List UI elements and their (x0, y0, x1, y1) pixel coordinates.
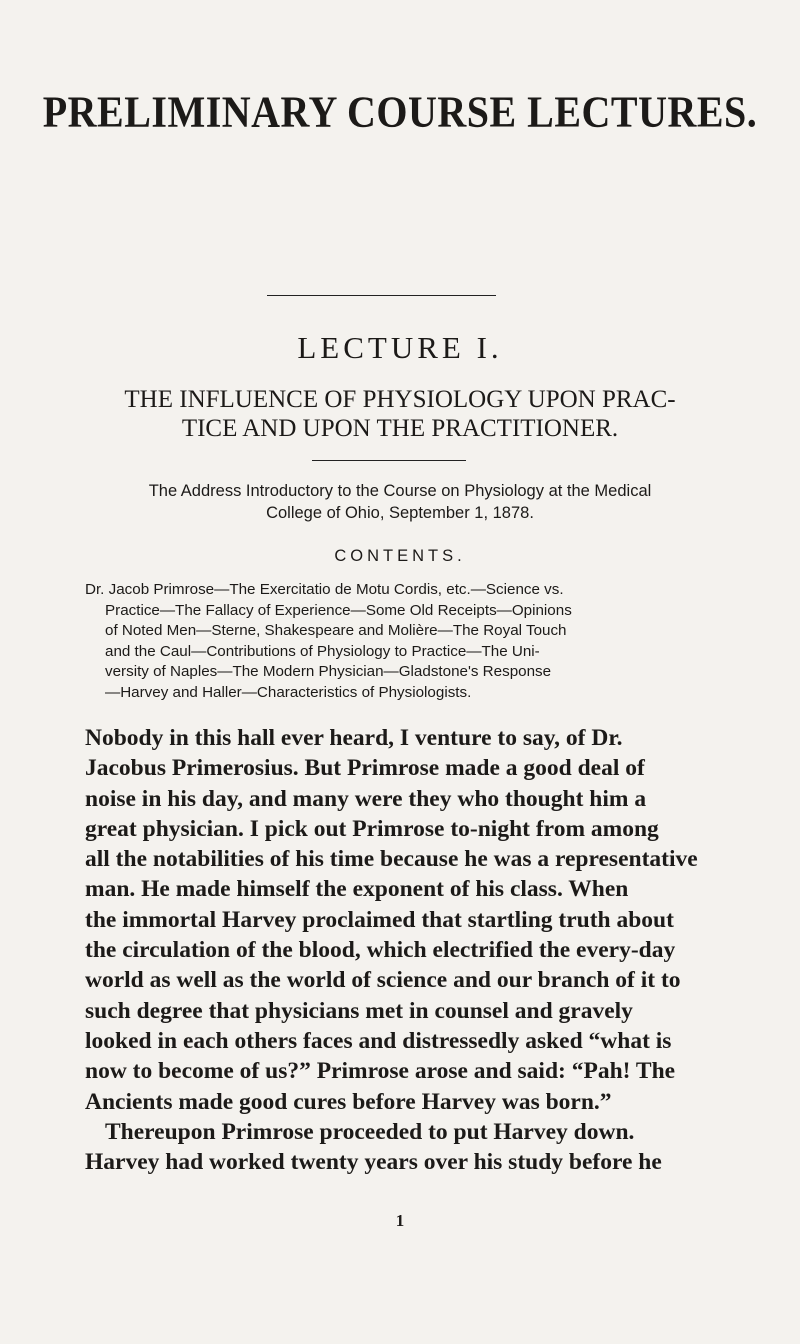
body-line: looked in each others faces and distressedly asked “what is (85, 1027, 672, 1054)
contents-line: —Harvey and Haller—Characteristics of Physiologists. (105, 683, 472, 701)
body-line: all the notabilities of his time because he was a representative (85, 846, 698, 873)
subtitle-line: THE INFLUENCE OF PHYSIOLOGY UPON PRAC- (124, 386, 676, 413)
subtitle-divider (312, 460, 466, 461)
body-line: the immortal Harvey proclaimed that startling truth about (85, 906, 674, 933)
contents-line: Dr. Jacob Primrose—The Exercitatio de Motu Cordis, etc.—Science vs. (85, 581, 564, 598)
contents-line: Practice—The Fallacy of Experience—Some Old Receipts—Opinions (105, 601, 572, 619)
body-paragraph (85, 723, 725, 1177)
main-title: PRELIMINARY COURSE LECTURES. (42, 86, 758, 137)
address-line: The Address Introductory to the Course on Physiology at the Medical (148, 482, 652, 500)
address-line: College of Ohio, September 1, 1878. (266, 504, 534, 522)
body-line: Nobody in this hall ever heard, I venture to say, of Dr. (85, 725, 623, 751)
contents-line: and the Caul—Contributions of Physiology to Practice—The Uni- (105, 642, 540, 660)
body-line: Thereupon Primrose proceeded to put Harvey down. (105, 1118, 635, 1145)
body-line: the circulation of the blood, which electrified the every-day (85, 937, 676, 964)
subtitle-line: TICE AND UPON THE PRACTITIONER. (181, 415, 619, 442)
contents-heading: CONTENTS. (334, 547, 466, 565)
body-line: now to become of us?” Primrose arose and said: “Pah! The (85, 1058, 676, 1085)
contents-line: of Noted Men—Sterne, Shakespeare and Molière—The Royal Touch (105, 622, 567, 640)
body-line: Harvey had worked twenty years over his study before he (85, 1149, 662, 1176)
body-line: man. He made himself the exponent of his class. When (85, 876, 629, 903)
title-divider (267, 295, 496, 296)
contents-line: versity of Naples—The Modern Physician—Gladstone's Response (105, 663, 552, 681)
body-line: great physician. I pick out Primrose to-night from among (85, 815, 659, 842)
body-line: world as well as the world of science and our branch of it to (85, 967, 681, 994)
body-line: Jacobus Primerosius. But Primrose made a good deal of (85, 755, 645, 782)
address-note (0, 480, 800, 524)
lecture-subtitle (0, 385, 800, 443)
body-line: noise in his day, and many were they who thought him a (85, 785, 647, 812)
body-line: Ancients made good cures before Harvey was born.” (85, 1088, 612, 1115)
page-number: 1 (395, 1211, 405, 1230)
contents-list (85, 580, 725, 704)
lecture-heading: LECTURE I. (297, 330, 503, 365)
body-line: such degree that physicians met in counsel and gravely (85, 997, 633, 1024)
